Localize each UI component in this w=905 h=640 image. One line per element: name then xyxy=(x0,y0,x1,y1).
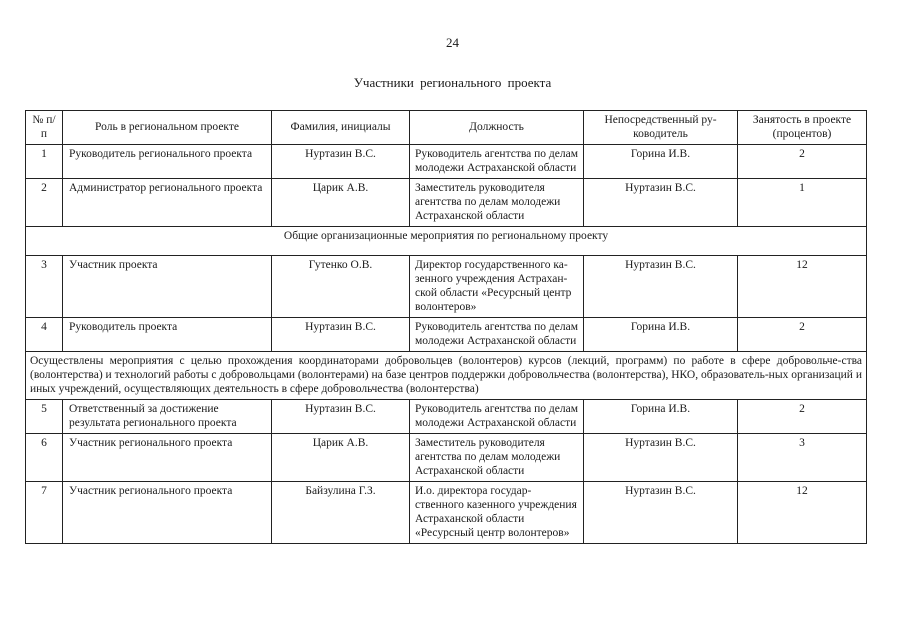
row-position: Руководитель агентства по делам молодежи Астраханской области xyxy=(410,145,584,179)
row-role: Администратор регионального проекта xyxy=(63,179,272,227)
row-position: Заместитель руководителя агентства по делам молодежи Астраханской области xyxy=(410,179,584,227)
header-name: Фамилия, инициалы xyxy=(272,111,410,145)
row-role: Участник проекта xyxy=(63,256,272,318)
row-name: Царик А.В. xyxy=(272,434,410,482)
table-row xyxy=(26,179,867,227)
row-name: Гутенко О.В. xyxy=(272,256,410,318)
row-name: Нуртазин В.С. xyxy=(272,318,410,352)
header-employment: Занятость в проекте (процентов) xyxy=(738,111,867,145)
row-number: 4 xyxy=(26,318,63,352)
section-row xyxy=(26,227,867,256)
table-row xyxy=(26,400,867,434)
row-supervisor: Горина И.В. xyxy=(584,400,738,434)
row-supervisor: Нуртазин В.С. xyxy=(584,256,738,318)
table-row xyxy=(26,145,867,179)
row-employment: 12 xyxy=(738,256,867,318)
header-role: Роль в региональном проекте xyxy=(63,111,272,145)
document-title: Участники регионального проекта xyxy=(353,75,552,90)
row-role: Участник регионального проекта xyxy=(63,434,272,482)
row-employment: 2 xyxy=(738,145,867,179)
row-number: 5 xyxy=(26,400,63,434)
table-row xyxy=(26,318,867,352)
row-name: Нуртазин В.С. xyxy=(272,400,410,434)
row-supervisor: Нуртазин В.С. xyxy=(584,482,738,544)
row-position: Руководитель агентства по делам молодежи Астраханской области xyxy=(410,318,584,352)
row-supervisor: Нуртазин В.С. xyxy=(584,434,738,482)
section-volunteer-activities: Осуществлены мероприятия с целью прохождения координаторами добровольцев (волонтеров) курсов (лекций, программ) по работе в сфере добровольче-ства (волонтерства) и технологий работы с добровольцами (волонтерами) на базе центров поддержки добровольчества (волонтерства), НКО, образователь-ных организаций и иных учреждений, осуществляющих деятельность в сфере добровольчества (волонтерства) xyxy=(26,352,867,400)
header-number: № п/п xyxy=(26,111,63,145)
header-position: Должность xyxy=(410,111,584,145)
row-position: Руководитель агентства по делам молодежи Астраханской области xyxy=(410,400,584,434)
table-row xyxy=(26,256,867,318)
row-role: Руководитель регионального проекта xyxy=(63,145,272,179)
row-employment: 2 xyxy=(738,318,867,352)
row-position: И.о. директора государ-ственного казенного учреждения Астраханской области «Ресурсный центр волонтеров» xyxy=(410,482,584,544)
row-role: Участник регионального проекта xyxy=(63,482,272,544)
row-supervisor: Горина И.В. xyxy=(584,318,738,352)
row-number: 6 xyxy=(26,434,63,482)
row-position: Директор государственного ка-зенного учреждения Астрахан-ской области «Ресурсный центр волонтеров» xyxy=(410,256,584,318)
row-name: Царик А.В. xyxy=(272,179,410,227)
table-header-row xyxy=(26,111,867,145)
row-employment: 12 xyxy=(738,482,867,544)
row-number: 1 xyxy=(26,145,63,179)
row-number: 2 xyxy=(26,179,63,227)
row-role: Ответственный за достижение результата регионального проекта xyxy=(63,400,272,434)
table-row xyxy=(26,434,867,482)
section-general-activities: Общие организационные мероприятия по региональному проекту xyxy=(26,227,867,256)
row-supervisor: Горина И.В. xyxy=(584,145,738,179)
row-name: Нуртазин В.С. xyxy=(272,145,410,179)
row-employment: 3 xyxy=(738,434,867,482)
row-employment: 1 xyxy=(738,179,867,227)
table-row xyxy=(26,482,867,544)
section-row xyxy=(26,352,867,400)
row-number: 3 xyxy=(26,256,63,318)
participants-table xyxy=(25,110,867,544)
row-number: 7 xyxy=(26,482,63,544)
row-role: Руководитель проекта xyxy=(63,318,272,352)
row-position: Заместитель руководителя агентства по делам молодежи Астраханской области xyxy=(410,434,584,482)
row-employment: 2 xyxy=(738,400,867,434)
header-supervisor: Непосредственный ру-ководитель xyxy=(584,111,738,145)
page-number: 24 xyxy=(446,35,459,50)
row-name: Байзулина Г.З. xyxy=(272,482,410,544)
row-supervisor: Нуртазин В.С. xyxy=(584,179,738,227)
